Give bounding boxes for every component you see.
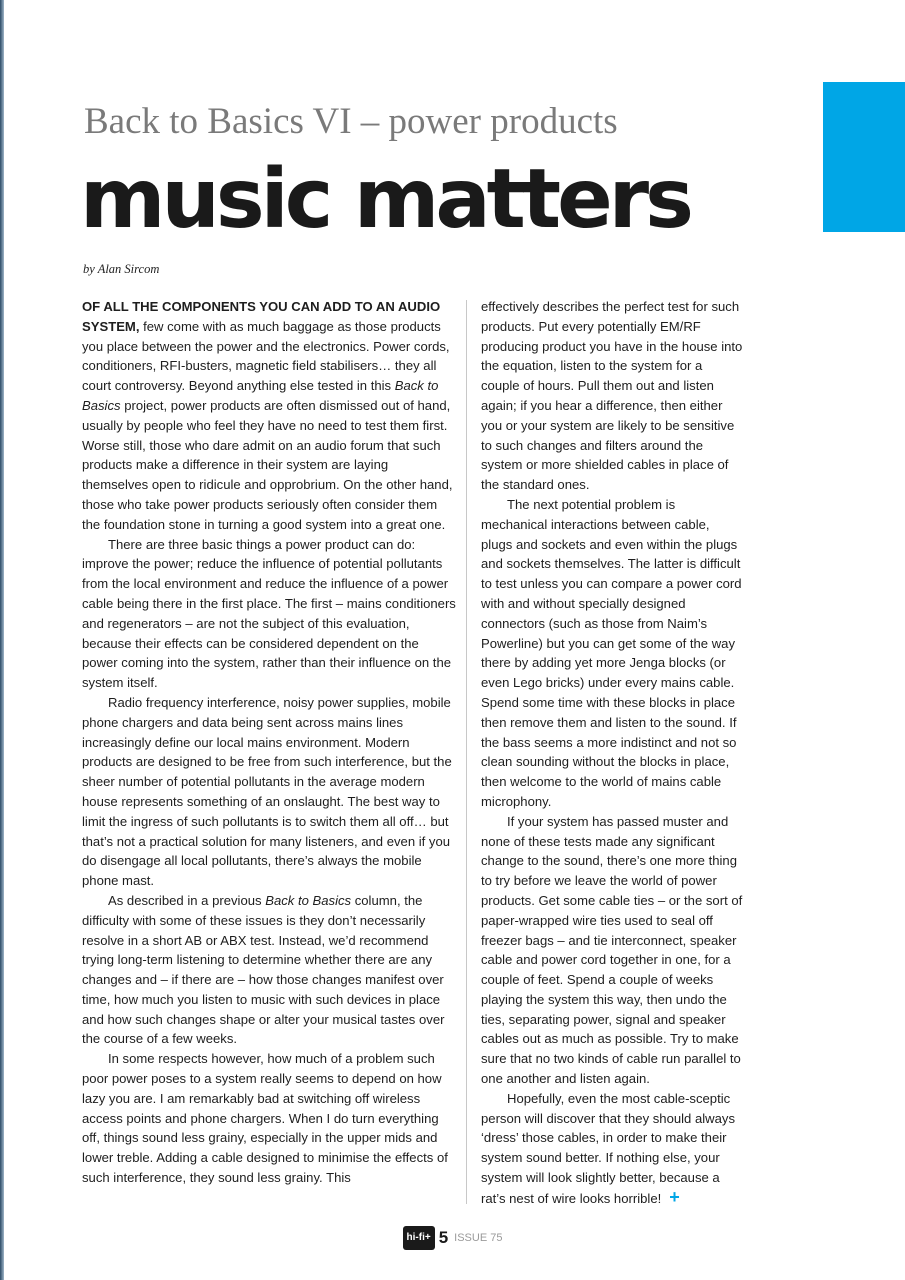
end-mark-icon: +	[669, 1186, 680, 1207]
column-divider	[466, 300, 467, 1204]
page-spine	[0, 0, 4, 1280]
paragraph: If your system has passed muster and none of these tests made any significant change to the sound, there’s one more thing to try before we leave the world of power products. Get some cable ties – or the sort of paper-wrapped wire ties used to seal off freezer bags – and tie interconnect, speaker cable and power cord together in one, for a couple of feet. Spend a couple of weeks playing the system this way, then undo the ties, separating power, signal and speaker cables out as much as possible. Try to make sure that no two kinds of cable run parallel to one another and listen again.	[481, 813, 743, 1087]
paragraph-text: few come with as much baggage as those products you place between the power and the electronics. Power cords, conditioners, RFI-busters, magnetic field stabilisers… they all court controversy. Beyond anything else tested in this	[82, 318, 450, 394]
page-footer	[0, 1226, 905, 1250]
emphasis: Back to Basics	[82, 378, 439, 413]
paragraph-text: Hopefully, even the most cable-sceptic person will discover that they should always ‘dress’ those cables, in order to make their system sound better. If nothing else, your system will look slightly better, because a rat’s nest of wire looks horrible!	[481, 1090, 735, 1206]
article-column-left	[82, 297, 456, 1188]
paragraph	[481, 1089, 743, 1209]
brand-logo: hi-fi+	[403, 1226, 435, 1250]
paragraph: Radio frequency interference, noisy power supplies, mobile phone chargers and data being sent across mains lines increasingly define our local mains environment. Modern products are designed to be free from such interference, but the sheer number of potential pollutants in the average modern house represents something of an onslaught. The best way to limit the ingress of such pollutants is to switch them all off… but that’s not a practical solution for many listeners, and even if you do disengage all local pollutants, there’s always the mobile phone mast.	[82, 694, 452, 889]
article-column-right	[481, 297, 743, 1209]
paragraph-text: project, power products are often dismissed out of hand, usually by people who feel they have no need to test them first. Worse still, those who dare admit on an audio forum that such products make a difference in their system are laying themselves open to ridicule and opprobrium. On the other hand, those who take power products seriously often consider them the foundation stone in turning a good system into a great one.	[82, 397, 453, 532]
paragraph: effectively describes the perfect test for such products. Put every potentially EM/RF producing product you have in the house into the equation, listen to the system for a couple of hours. Pull them out and listen again; if you hear a difference, then either you or your system are likely to be sensitive to such changes and filters around the system or more shielded cables in place of the standard ones.	[481, 299, 743, 493]
paragraph-text: As described in a previous	[108, 892, 266, 908]
paragraph: In some respects however, how much of a problem such poor power poses to a system really seems to depend on how lazy you are. I am remarkably bad at switching off wireless access points and phone chargers. When I do turn everything off, things sound less grainy, especially in the upper mids and lower treble. Adding a cable designed to minimise the effects of such interference, they sound less grainy. This	[82, 1051, 448, 1186]
lead-in: OF ALL THE COMPONENTS YOU CAN ADD TO AN AUDIO SYSTEM,	[82, 299, 441, 334]
issue-label: ISSUE 75	[454, 1232, 503, 1244]
paragraph	[82, 297, 456, 535]
section-tab	[823, 82, 905, 232]
emphasis: Back to Basics	[265, 892, 352, 908]
paragraph-text: column, the difficulty with some of these issues is they don’t necessarily resolve in a short AB or ABX test. Instead, we’d recommend trying long-term listening to determine whether there are any changes and – if there are – how those changes manifest over time, how much you listen to music with such devices in place and how such changes shape or alter your musical tastes over the course of a few weeks.	[82, 892, 445, 1047]
paragraph: There are three basic things a power product can do: improve the power; reduce the influence of potential pollutants from the local environment and reduce the influence of a power cable being there in the first place. The first – mains conditioners and regenerators – are not the subject of this evaluation, because their effects can be considered dependent on the power coming into the system, rather than their influence on the system itself.	[82, 536, 456, 691]
byline: by Alan Sircom	[83, 262, 160, 276]
headline: music matters	[80, 152, 690, 247]
paragraph: The next potential problem is mechanical interactions between cable, plugs and sockets and even within the plugs and sockets themselves. The latter is difficult to test unless you can compare a power cord with and without specially designed connectors (such as those from Naim’s Powerline) but you can get some of the way there by adding yet more Jenga blocks (or even Lego bricks) under every mains cable. Spend some time with these blocks in place then remove them and listen to the sound. If the bass seems a more indistinct and not so clean sounding without the blocks in place, then welcome to the world of mains cable microphony.	[481, 496, 742, 809]
page-number: 5	[438, 1228, 449, 1247]
paragraph	[82, 891, 456, 1049]
kicker-title: Back to Basics VI – power products	[84, 101, 618, 142]
